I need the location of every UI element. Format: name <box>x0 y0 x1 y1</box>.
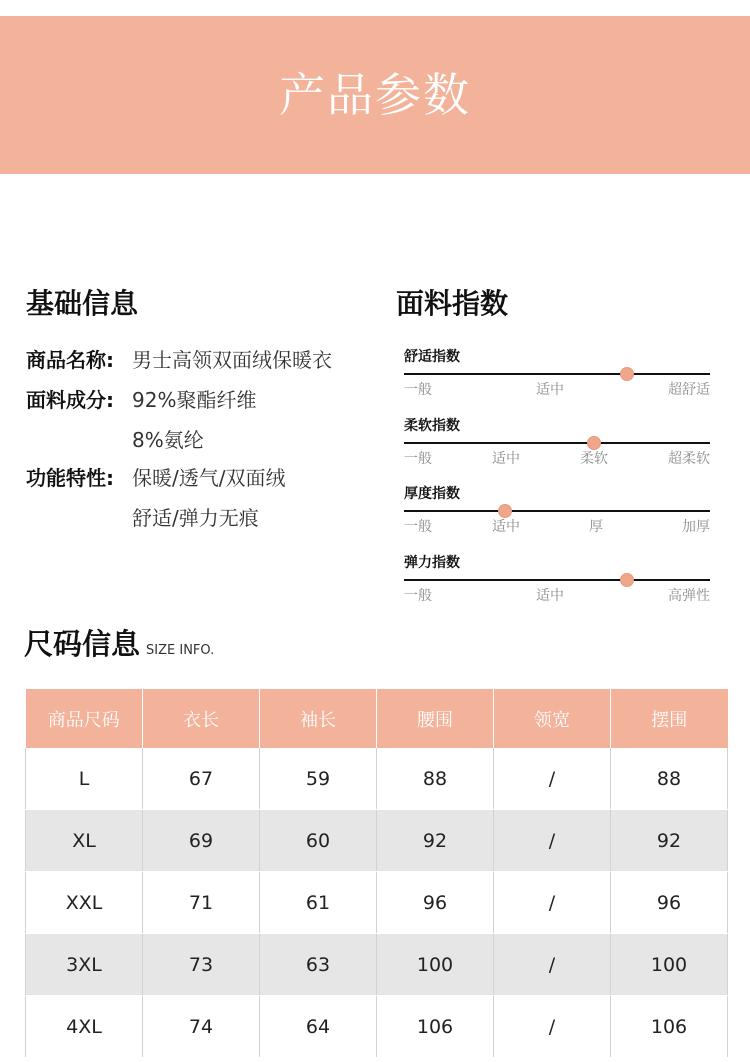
table-cell: 71 <box>143 872 260 934</box>
table-cell: L <box>26 748 143 810</box>
table-cell: 88 <box>611 748 728 810</box>
table-cell: / <box>494 748 611 810</box>
table-row <box>26 810 728 872</box>
table-cell: 106 <box>377 996 494 1058</box>
thickness-index <box>404 483 710 535</box>
size-info-subtitle: SIZE INFO. <box>146 643 215 658</box>
table-cell: 106 <box>611 996 728 1058</box>
header-hem: 摆围 <box>611 689 728 748</box>
table-cell: 100 <box>611 934 728 996</box>
features-label: 功能特性: <box>26 466 114 490</box>
softness-index-label-2: 适中 <box>492 451 520 467</box>
header-length: 衣长 <box>143 689 260 748</box>
elasticity-index-label-high: 高弹性 <box>668 588 710 604</box>
elasticity-index-track <box>404 579 710 581</box>
product-name-row <box>26 344 332 373</box>
size-table <box>25 689 728 1058</box>
comfort-index-label-high: 超舒适 <box>668 382 710 398</box>
table-row <box>26 934 728 996</box>
table-cell: 67 <box>143 748 260 810</box>
elasticity-index-marker <box>620 573 634 587</box>
fabric-index-title: 面料指数 <box>396 287 509 320</box>
table-cell: / <box>494 996 611 1058</box>
thickness-index-name: 厚度指数 <box>404 486 460 502</box>
table-cell: 63 <box>260 934 377 996</box>
product-name-label: 商品名称: <box>26 348 114 372</box>
header-waist: 腰围 <box>377 689 494 748</box>
comfort-index <box>404 346 710 398</box>
fabric-composition-label: 面料成分: <box>26 388 114 412</box>
softness-index-label-3: 柔软 <box>580 451 608 467</box>
header-size: 商品尺码 <box>26 689 143 748</box>
table-cell: / <box>494 872 611 934</box>
table-cell: XL <box>26 810 143 872</box>
elasticity-index <box>404 552 710 604</box>
table-cell: 100 <box>377 934 494 996</box>
thickness-index-label-2: 适中 <box>492 519 520 535</box>
top-strip <box>0 0 750 16</box>
basic-info-title: 基础信息 <box>26 287 139 320</box>
header-sleeve: 袖长 <box>260 689 377 748</box>
features-row <box>26 462 285 491</box>
comfort-index-name: 舒适指数 <box>404 349 460 365</box>
softness-index-label-1: 一般 <box>404 451 432 467</box>
table-row <box>26 872 728 934</box>
fabric-composition-row <box>26 384 256 413</box>
elasticity-index-label-mid: 适中 <box>536 588 564 604</box>
table-cell: 64 <box>260 996 377 1058</box>
features-value: 保暖/透气/双面绒 <box>132 466 286 490</box>
banner-title: 产品参数 <box>279 68 471 122</box>
table-cell: 92 <box>611 810 728 872</box>
table-cell: 92 <box>377 810 494 872</box>
comfort-index-label-low: 一般 <box>404 382 432 398</box>
table-cell: XXL <box>26 872 143 934</box>
table-cell: 96 <box>377 872 494 934</box>
thickness-index-track <box>404 510 710 512</box>
comfort-index-label-mid: 适中 <box>536 382 564 398</box>
softness-index-label-4: 超柔软 <box>668 451 710 467</box>
fabric-composition-value: 92%聚酯纤维 <box>132 388 257 412</box>
comfort-index-marker <box>620 367 634 381</box>
softness-index-marker <box>587 436 601 450</box>
thickness-index-label-4: 加厚 <box>682 519 710 535</box>
thickness-index-label-3: 厚 <box>589 519 603 535</box>
table-cell: 4XL <box>26 996 143 1058</box>
table-cell: 3XL <box>26 934 143 996</box>
size-table-header <box>26 689 728 748</box>
table-cell: 88 <box>377 748 494 810</box>
fabric-composition-value-2: 8%氨纶 <box>132 428 204 452</box>
softness-index-name: 柔软指数 <box>404 418 460 434</box>
product-name-value: 男士高领双面绒保暖衣 <box>132 348 332 372</box>
softness-index <box>404 415 710 467</box>
features-value-2: 舒适/弹力无痕 <box>132 506 259 530</box>
table-cell: 96 <box>611 872 728 934</box>
size-info-title: 尺码信息 <box>24 627 141 661</box>
thickness-index-label-1: 一般 <box>404 519 432 535</box>
elasticity-index-label-low: 一般 <box>404 588 432 604</box>
table-cell: 69 <box>143 810 260 872</box>
table-cell: / <box>494 810 611 872</box>
table-cell: 74 <box>143 996 260 1058</box>
size-info-heading <box>24 622 214 663</box>
comfort-index-track <box>404 373 710 375</box>
table-row <box>26 996 728 1058</box>
table-cell: 60 <box>260 810 377 872</box>
table-row <box>26 748 728 810</box>
table-cell: 61 <box>260 872 377 934</box>
table-cell: 73 <box>143 934 260 996</box>
softness-index-track <box>404 442 710 444</box>
table-cell: 59 <box>260 748 377 810</box>
table-cell: / <box>494 934 611 996</box>
elasticity-index-name: 弹力指数 <box>404 555 460 571</box>
thickness-index-marker <box>498 504 512 518</box>
banner <box>0 16 750 174</box>
header-collar: 领宽 <box>494 689 611 748</box>
